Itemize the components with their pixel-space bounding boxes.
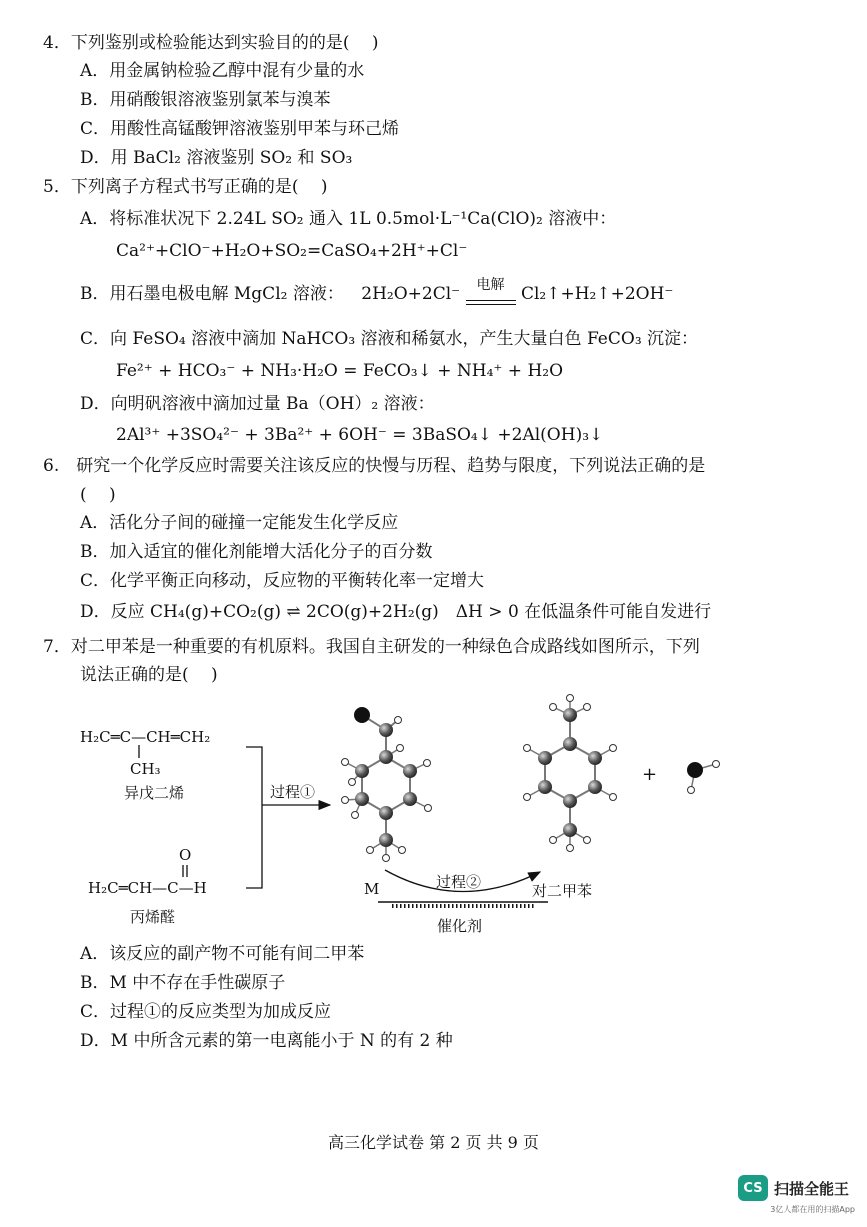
q7-stem-continued: 说法正确的是( ) xyxy=(80,665,218,685)
q5-option-b xyxy=(80,277,674,305)
q6-option-a: A．活化分子间的碰撞一定能发生化学反应 xyxy=(80,513,399,533)
catalyst-label: 催化剂 xyxy=(437,917,483,935)
q5-option-b-left: 2H₂O+2Cl⁻ xyxy=(361,284,461,304)
m-label: M xyxy=(364,880,380,898)
q7-option-d: D．M 中所含元素的第一电离能小于 N 的有 2 种 xyxy=(80,1031,453,1051)
q5-option-b-condition: 电解 xyxy=(476,277,505,293)
isoprene-formula: H₂C═C—CH═CH₂ xyxy=(80,728,211,746)
q6-option-d: D．反应 CH₄(g)+CO₂(g) ⇌ 2CO(g)+2H₂(g) ΔH > 0 在低温条件可能自发进行 xyxy=(80,602,712,622)
intermediate-m-ball-stick xyxy=(342,707,432,862)
q7-option-a: A．该反应的副产物不可能有间二甲苯 xyxy=(80,944,365,964)
q5-option-d: D．向明矾溶液中滴加过量 Ba（OH）₂ 溶液： xyxy=(80,394,435,414)
synthesis-route-diagram xyxy=(0,690,867,940)
isoprene-name: 异戊二烯 xyxy=(124,784,185,802)
q5-option-b-arrow xyxy=(466,277,516,305)
product-name: 对二甲苯 xyxy=(532,882,593,900)
q6-option-c: C．化学平衡正向移动，反应物的平衡转化率一定增大 xyxy=(80,571,485,591)
q5-option-b-text: B．用石墨电极电解 MgCl₂ 溶液： xyxy=(80,284,344,304)
q5-option-a: A．将标准状况下 2.24L SO₂ 通入 1L 0.5mol·L⁻¹Ca(ClO)₂ 溶液中： xyxy=(80,209,617,229)
q5-stem: 5．下列离子方程式书写正确的是( ) xyxy=(43,177,328,197)
q5-option-c: C．向 FeSO₄ 溶液中滴加 NaHCO₃ 溶液和稀氨水，产生大量白色 FeCO₃ 沉淀： xyxy=(80,329,699,349)
q4-option-b: B．用硝酸银溶液鉴别氯苯与溴苯 xyxy=(80,90,331,110)
scanner-name: 扫描全能王 xyxy=(773,1179,849,1198)
scanner-tagline: 3亿人都在用的扫描App xyxy=(770,1205,855,1214)
page-footer: 高三化学试卷 第 2 页 共 9 页 xyxy=(328,1133,539,1152)
q5-option-c-equation: Fe²⁺ + HCO₃⁻ + NH₃·H₂O = FeCO₃↓ + NH₄⁺ + H₂O xyxy=(116,361,564,381)
q7-stem: 7．对二甲苯是一种重要的有机原料。我国自主研发的一种绿色合成路线如图所示，下列 xyxy=(43,637,700,657)
para-xylene-ball-stick xyxy=(524,695,617,852)
scanner-logo xyxy=(738,1175,849,1201)
q4-option-a: A．用金属钠检验乙醇中混有少量的水 xyxy=(80,61,365,81)
q5-option-b-right: Cl₂↑+H₂↑+2OH⁻ xyxy=(520,284,674,304)
q4-option-d: D．用 BaCl₂ 溶液鉴别 SO₂ 和 SO₃ xyxy=(80,148,353,168)
process-1-label: 过程① xyxy=(270,783,316,801)
acrolein-formula: H₂C═CH—C—H xyxy=(88,879,207,897)
acrolein-name: 丙烯醛 xyxy=(130,908,176,926)
water-molecule-ball-stick xyxy=(687,761,720,794)
q5-option-a-equation: Ca²⁺+ClO⁻+H₂O+SO₂=CaSO₄+2H⁺+Cl⁻ xyxy=(116,241,468,261)
scanner-badge: CS xyxy=(738,1175,768,1201)
q5-option-d-equation: 2Al³⁺ +3SO₄²⁻ + 3Ba²⁺ + 6OH⁻ = 3BaSO₄↓ +2Al(OH)₃↓ xyxy=(116,425,604,445)
q7-option-b: B．M 中不存在手性碳原子 xyxy=(80,973,286,993)
process-2-label: 过程② xyxy=(436,873,482,891)
q6-stem: 6. 研究一个化学反应时需要关注该反应的快慢与历程、趋势与限度，下列说法正确的是 xyxy=(43,456,706,476)
q6-bracket: ( ) xyxy=(80,485,116,505)
q6-option-b: B．加入适宜的催化剂能增大活化分子的百分数 xyxy=(80,542,433,562)
acrolein-oxygen: O xyxy=(179,846,192,864)
q7-option-c: C．过程①的反应类型为加成反应 xyxy=(80,1002,332,1022)
plus-sign: + xyxy=(642,764,658,785)
q4-stem: 4．下列鉴别或检验能达到实验目的的是( ) xyxy=(43,33,379,53)
q4-option-c: C．用酸性高锰酸钾溶液鉴别甲苯与环己烯 xyxy=(80,119,400,139)
isoprene-methyl: CH₃ xyxy=(130,760,161,778)
